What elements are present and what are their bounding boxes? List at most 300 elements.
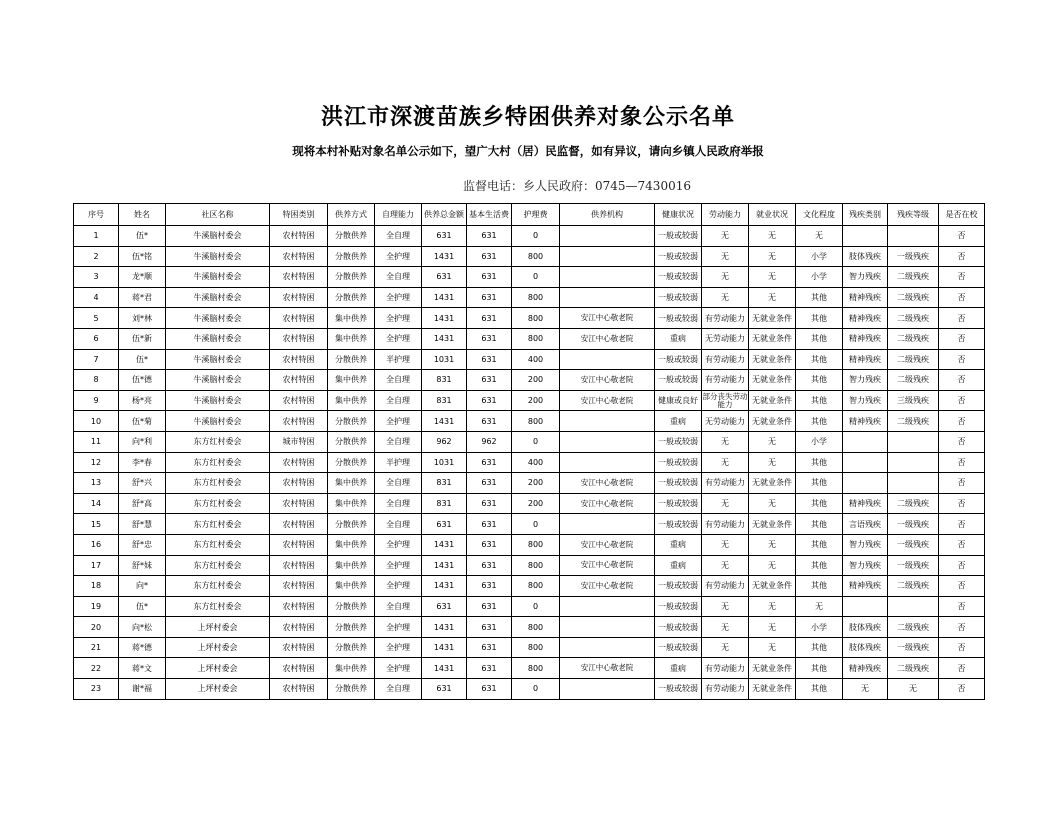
table-cell: 舒*慧 (119, 514, 166, 535)
column-header: 残疾类别 (843, 204, 888, 226)
table-row (74, 226, 985, 247)
table-cell: 一般或较弱 (655, 349, 702, 370)
table-cell: 否 (939, 390, 985, 411)
table-cell: 有劳动能力 (702, 349, 749, 370)
table-cell: 631 (422, 679, 467, 700)
table-cell: 集中供养 (328, 390, 375, 411)
column-header: 是否在校 (939, 204, 985, 226)
table-cell: 其他 (796, 390, 843, 411)
table-cell: 全自理 (375, 679, 422, 700)
table-cell (560, 431, 655, 452)
table-row (74, 658, 985, 679)
table-cell: 分散供养 (328, 287, 375, 308)
table-cell: 一般或较弱 (655, 493, 702, 514)
table-cell: 全自理 (375, 473, 422, 494)
table-cell: 无劳动能力 (702, 411, 749, 432)
table-cell: 否 (939, 328, 985, 349)
table-cell: 全护理 (375, 287, 422, 308)
table-cell: 962 (467, 431, 512, 452)
table-cell: 上坪村委会 (166, 637, 270, 658)
table-cell (888, 452, 939, 473)
table-cell: 智力残疾 (843, 267, 888, 288)
table-cell: 否 (939, 658, 985, 679)
table-cell (843, 596, 888, 617)
table-cell: 分散供养 (328, 431, 375, 452)
table-cell: 二级残疾 (888, 617, 939, 638)
table-cell: 农村特困 (270, 493, 328, 514)
table-cell (560, 349, 655, 370)
table-cell: 否 (939, 473, 985, 494)
table-cell: 精神残疾 (843, 349, 888, 370)
table-cell: 800 (512, 308, 560, 329)
table-cell: 农村特困 (270, 473, 328, 494)
table-cell: 4 (74, 287, 119, 308)
table-cell: 半护理 (375, 452, 422, 473)
table-cell: 小学 (796, 246, 843, 267)
table-cell: 631 (467, 679, 512, 700)
table-cell: 631 (467, 493, 512, 514)
table-cell: 631 (467, 473, 512, 494)
table-cell: 伍*德 (119, 370, 166, 391)
table-cell: 全自理 (375, 431, 422, 452)
table-cell: 精神残疾 (843, 287, 888, 308)
table-cell: 集中供养 (328, 555, 375, 576)
table-cell: 全护理 (375, 328, 422, 349)
table-cell (843, 473, 888, 494)
table-cell: 农村特困 (270, 555, 328, 576)
table-cell: 全护理 (375, 246, 422, 267)
table-cell: 其他 (796, 308, 843, 329)
table-cell: 舒*忠 (119, 534, 166, 555)
table-cell: 小学 (796, 617, 843, 638)
table-cell: 全护理 (375, 576, 422, 597)
table-cell: 刘*林 (119, 308, 166, 329)
table-cell: 1031 (422, 349, 467, 370)
table-cell (560, 246, 655, 267)
table-cell: 智力残疾 (843, 534, 888, 555)
table-cell: 无 (749, 431, 796, 452)
table-cell: 831 (422, 390, 467, 411)
table-row (74, 473, 985, 494)
table-cell: 有劳动能力 (702, 473, 749, 494)
table-cell: 谢*福 (119, 679, 166, 700)
table-cell: 上坪村委会 (166, 658, 270, 679)
column-header: 就业状况 (749, 204, 796, 226)
table-cell: 分散供养 (328, 596, 375, 617)
table-cell (560, 596, 655, 617)
table-row (74, 431, 985, 452)
table-cell: 其他 (796, 452, 843, 473)
table-cell: 631 (467, 637, 512, 658)
table-cell: 安江中心敬老院 (560, 534, 655, 555)
table-cell: 一级残疾 (888, 514, 939, 535)
table-cell: 16 (74, 534, 119, 555)
table-cell: 牛溪脑村委会 (166, 246, 270, 267)
table-cell: 无就业条件 (749, 658, 796, 679)
table-row (74, 246, 985, 267)
table-cell: 否 (939, 287, 985, 308)
table-body (74, 226, 985, 700)
table-cell (843, 431, 888, 452)
table-cell: 200 (512, 370, 560, 391)
column-header: 供养方式 (328, 204, 375, 226)
table-cell: 20 (74, 617, 119, 638)
column-header: 特困类别 (270, 204, 328, 226)
table-cell: 有劳动能力 (702, 576, 749, 597)
table-cell: 农村特困 (270, 328, 328, 349)
table-cell: 否 (939, 267, 985, 288)
table-cell: 无就业条件 (749, 308, 796, 329)
table-cell: 上坪村委会 (166, 679, 270, 700)
table-cell: 健康或良好 (655, 390, 702, 411)
table-cell: 全自理 (375, 514, 422, 535)
table-cell: 上坪村委会 (166, 617, 270, 638)
table-cell: 重病 (655, 658, 702, 679)
table-cell: 分散供养 (328, 514, 375, 535)
table-cell: 牛溪脑村委会 (166, 390, 270, 411)
table-cell: 631 (467, 411, 512, 432)
table-row (74, 390, 985, 411)
table-cell: 集中供养 (328, 473, 375, 494)
table-cell: 伍* (119, 226, 166, 247)
table-cell (888, 596, 939, 617)
table-cell: 城市特困 (270, 431, 328, 452)
page-title: 洪江市深渡苗族乡特困供养对象公示名单 (320, 105, 735, 130)
table-cell: 0 (512, 431, 560, 452)
table-cell: 伍* (119, 349, 166, 370)
column-header: 供养机构 (560, 204, 655, 226)
table-cell: 无 (702, 287, 749, 308)
table-cell: 全自理 (375, 226, 422, 247)
table-cell: 舒*妹 (119, 555, 166, 576)
table-cell: 农村特困 (270, 246, 328, 267)
table-cell: 蒋*德 (119, 637, 166, 658)
table-cell: 否 (939, 493, 985, 514)
table-cell: 无就业条件 (749, 411, 796, 432)
table-cell: 无 (749, 617, 796, 638)
table-cell: 分散供养 (328, 452, 375, 473)
table-cell: 无 (702, 534, 749, 555)
table-row (74, 452, 985, 473)
table-row (74, 349, 985, 370)
table-cell: 安江中心敬老院 (560, 328, 655, 349)
table-cell: 631 (422, 267, 467, 288)
notice-text: 现将本村补贴对象名单公示如下，望广大村（居）民监督，如有异议，请向乡镇人民政府举报 (292, 144, 764, 158)
table-cell: 11 (74, 431, 119, 452)
table-cell: 农村特困 (270, 452, 328, 473)
table-cell: 牛溪脑村委会 (166, 411, 270, 432)
table-cell: 分散供养 (328, 411, 375, 432)
table-cell: 800 (512, 658, 560, 679)
table-cell: 有劳动能力 (702, 658, 749, 679)
table-cell: 631 (467, 267, 512, 288)
table-cell: 东方红村委会 (166, 555, 270, 576)
table-cell: 0 (512, 267, 560, 288)
table-cell: 向*松 (119, 617, 166, 638)
table-cell: 农村特困 (270, 617, 328, 638)
table-cell: 631 (467, 576, 512, 597)
table-cell: 无就业条件 (749, 390, 796, 411)
table-cell: 精神残疾 (843, 411, 888, 432)
table-cell: 1 (74, 226, 119, 247)
table-cell: 6 (74, 328, 119, 349)
table-cell (560, 411, 655, 432)
table-cell: 安江中心敬老院 (560, 390, 655, 411)
table-cell: 0 (512, 226, 560, 247)
table-cell: 有劳动能力 (702, 308, 749, 329)
table-cell: 一般或较弱 (655, 246, 702, 267)
column-header: 社区名称 (166, 204, 270, 226)
table-cell: 一般或较弱 (655, 617, 702, 638)
table-cell: 631 (467, 390, 512, 411)
table-cell: 无 (749, 287, 796, 308)
table-cell: 牛溪脑村委会 (166, 226, 270, 247)
table-cell: 肢体残疾 (843, 637, 888, 658)
table-row (74, 617, 985, 638)
table-cell: 19 (74, 596, 119, 617)
table-cell: 智力残疾 (843, 370, 888, 391)
table-cell: 东方红村委会 (166, 514, 270, 535)
table-cell: 1431 (422, 308, 467, 329)
table-cell: 800 (512, 534, 560, 555)
table-cell: 安江中心敬老院 (560, 576, 655, 597)
table-cell: 否 (939, 431, 985, 452)
table-cell: 无就业条件 (749, 473, 796, 494)
table-cell: 二级残疾 (888, 576, 939, 597)
table-cell: 否 (939, 370, 985, 391)
table-cell: 无 (702, 226, 749, 247)
table-cell: 一般或较弱 (655, 514, 702, 535)
table-row (74, 637, 985, 658)
table-cell: 无 (702, 452, 749, 473)
table-cell: 无 (702, 637, 749, 658)
table-cell: 精神残疾 (843, 658, 888, 679)
table-cell: 631 (422, 596, 467, 617)
table-cell: 向* (119, 576, 166, 597)
table-cell: 1431 (422, 617, 467, 638)
table-cell: 农村特困 (270, 226, 328, 247)
table-cell: 伍*新 (119, 328, 166, 349)
table-row (74, 514, 985, 535)
table-cell: 其他 (796, 287, 843, 308)
table-cell: 400 (512, 452, 560, 473)
table-cell: 二级残疾 (888, 658, 939, 679)
table-cell: 分散供养 (328, 349, 375, 370)
table-cell: 集中供养 (328, 370, 375, 391)
table-cell: 831 (422, 370, 467, 391)
table-cell: 农村特困 (270, 349, 328, 370)
table-cell: 一般或较弱 (655, 226, 702, 247)
table-cell: 三级残疾 (888, 390, 939, 411)
column-header: 序号 (74, 204, 119, 226)
table-cell: 无 (702, 493, 749, 514)
table-cell: 二级残疾 (888, 349, 939, 370)
table-cell: 舒*高 (119, 493, 166, 514)
table-row (74, 287, 985, 308)
table-cell: 牛溪脑村委会 (166, 349, 270, 370)
recipient-table (73, 203, 985, 700)
table-cell: 1431 (422, 637, 467, 658)
table-row (74, 493, 985, 514)
table-cell (888, 226, 939, 247)
table-row (74, 679, 985, 700)
table-cell: 全自理 (375, 370, 422, 391)
table-cell: 部分丧失劳动能力 (702, 390, 749, 411)
table-cell: 二级残疾 (888, 328, 939, 349)
column-header: 劳动能力 (702, 204, 749, 226)
table-cell: 二级残疾 (888, 411, 939, 432)
table-cell: 17 (74, 555, 119, 576)
table-cell: 800 (512, 411, 560, 432)
table-cell: 有劳动能力 (702, 514, 749, 535)
table-cell: 肢体残疾 (843, 617, 888, 638)
table-cell: 集中供养 (328, 493, 375, 514)
table-cell: 无 (702, 246, 749, 267)
table-cell: 一般或较弱 (655, 473, 702, 494)
table-cell: 否 (939, 246, 985, 267)
table-cell: 全护理 (375, 308, 422, 329)
column-header: 护理费 (512, 204, 560, 226)
table-cell: 否 (939, 555, 985, 576)
table-cell: 7 (74, 349, 119, 370)
table-cell: 舒*兴 (119, 473, 166, 494)
table-cell: 二级残疾 (888, 493, 939, 514)
supervision-phone: 监督电话：乡人民政府：0745—7430016 (463, 179, 691, 193)
table-cell: 分散供养 (328, 226, 375, 247)
table-cell: 言语残疾 (843, 514, 888, 535)
table-cell: 一级残疾 (888, 637, 939, 658)
table-cell: 一级残疾 (888, 534, 939, 555)
table-cell: 800 (512, 246, 560, 267)
table-cell: 小学 (796, 431, 843, 452)
table-cell: 否 (939, 452, 985, 473)
table-cell: 东方红村委会 (166, 493, 270, 514)
table-cell: 安江中心敬老院 (560, 308, 655, 329)
table-cell: 农村特困 (270, 637, 328, 658)
table-cell: 精神残疾 (843, 576, 888, 597)
table-cell: 否 (939, 596, 985, 617)
table-cell: 安江中心敬老院 (560, 473, 655, 494)
table-cell: 全自理 (375, 493, 422, 514)
table-cell: 15 (74, 514, 119, 535)
table-cell: 其他 (796, 328, 843, 349)
table-cell: 831 (422, 473, 467, 494)
table-cell: 一般或较弱 (655, 637, 702, 658)
table-cell: 全自理 (375, 390, 422, 411)
table-cell: 半护理 (375, 349, 422, 370)
table-cell: 无就业条件 (749, 328, 796, 349)
table-cell: 无 (796, 596, 843, 617)
table-cell: 无就业条件 (749, 349, 796, 370)
table-cell: 0 (512, 596, 560, 617)
table-cell: 否 (939, 679, 985, 700)
table-cell: 631 (422, 226, 467, 247)
table-cell: 631 (467, 452, 512, 473)
table-cell: 全护理 (375, 617, 422, 638)
table-cell: 631 (467, 246, 512, 267)
table-cell: 分散供养 (328, 679, 375, 700)
table-cell (560, 267, 655, 288)
table-cell: 小学 (796, 267, 843, 288)
table-cell: 否 (939, 411, 985, 432)
table-cell: 无 (749, 452, 796, 473)
column-header: 残疾等级 (888, 204, 939, 226)
table-cell: 精神残疾 (843, 328, 888, 349)
table-cell: 631 (467, 370, 512, 391)
table-cell: 无就业条件 (749, 514, 796, 535)
table-row (74, 596, 985, 617)
table-cell: 18 (74, 576, 119, 597)
table-cell: 1031 (422, 452, 467, 473)
table-cell: 全自理 (375, 596, 422, 617)
table-row (74, 411, 985, 432)
table-row (74, 267, 985, 288)
table-cell: 无 (749, 534, 796, 555)
table-cell: 农村特困 (270, 534, 328, 555)
table-cell: 10 (74, 411, 119, 432)
table-cell: 农村特困 (270, 411, 328, 432)
table-cell: 二级残疾 (888, 370, 939, 391)
table-cell: 其他 (796, 576, 843, 597)
table-cell: 蒋*文 (119, 658, 166, 679)
table-cell: 分散供养 (328, 246, 375, 267)
table-cell: 631 (467, 596, 512, 617)
table-cell: 无就业条件 (749, 576, 796, 597)
table-row (74, 576, 985, 597)
table-cell: 631 (467, 226, 512, 247)
table-cell: 1431 (422, 658, 467, 679)
table-cell: 800 (512, 576, 560, 597)
table-cell: 5 (74, 308, 119, 329)
table-cell: 否 (939, 514, 985, 535)
table-cell: 农村特困 (270, 390, 328, 411)
table-row (74, 370, 985, 391)
table-cell: 无 (749, 226, 796, 247)
table-cell: 8 (74, 370, 119, 391)
table-cell: 牛溪脑村委会 (166, 267, 270, 288)
table-cell: 无 (749, 637, 796, 658)
table-cell: 无 (702, 596, 749, 617)
table-cell: 全护理 (375, 637, 422, 658)
table-cell: 14 (74, 493, 119, 514)
table-cell: 农村特困 (270, 287, 328, 308)
table-cell: 一般或较弱 (655, 431, 702, 452)
table-cell (888, 431, 939, 452)
table-cell: 一级残疾 (888, 246, 939, 267)
table-cell: 智力残疾 (843, 555, 888, 576)
table-cell: 精神残疾 (843, 493, 888, 514)
table-cell: 631 (467, 555, 512, 576)
table-cell: 龙*顺 (119, 267, 166, 288)
table-cell: 牛溪脑村委会 (166, 370, 270, 391)
table-cell: 农村特困 (270, 576, 328, 597)
table-cell: 无 (749, 493, 796, 514)
table-cell: 21 (74, 637, 119, 658)
table-cell (843, 452, 888, 473)
table-cell: 安江中心敬老院 (560, 658, 655, 679)
table-cell: 二级残疾 (888, 308, 939, 329)
table-cell: 安江中心敬老院 (560, 493, 655, 514)
table-cell: 962 (422, 431, 467, 452)
table-cell: 一般或较弱 (655, 679, 702, 700)
column-header: 基本生活费 (467, 204, 512, 226)
table-cell: 农村特困 (270, 596, 328, 617)
table-cell: 631 (467, 328, 512, 349)
table-cell (560, 617, 655, 638)
table-cell: 200 (512, 390, 560, 411)
table-cell: 800 (512, 637, 560, 658)
table-cell: 智力残疾 (843, 390, 888, 411)
